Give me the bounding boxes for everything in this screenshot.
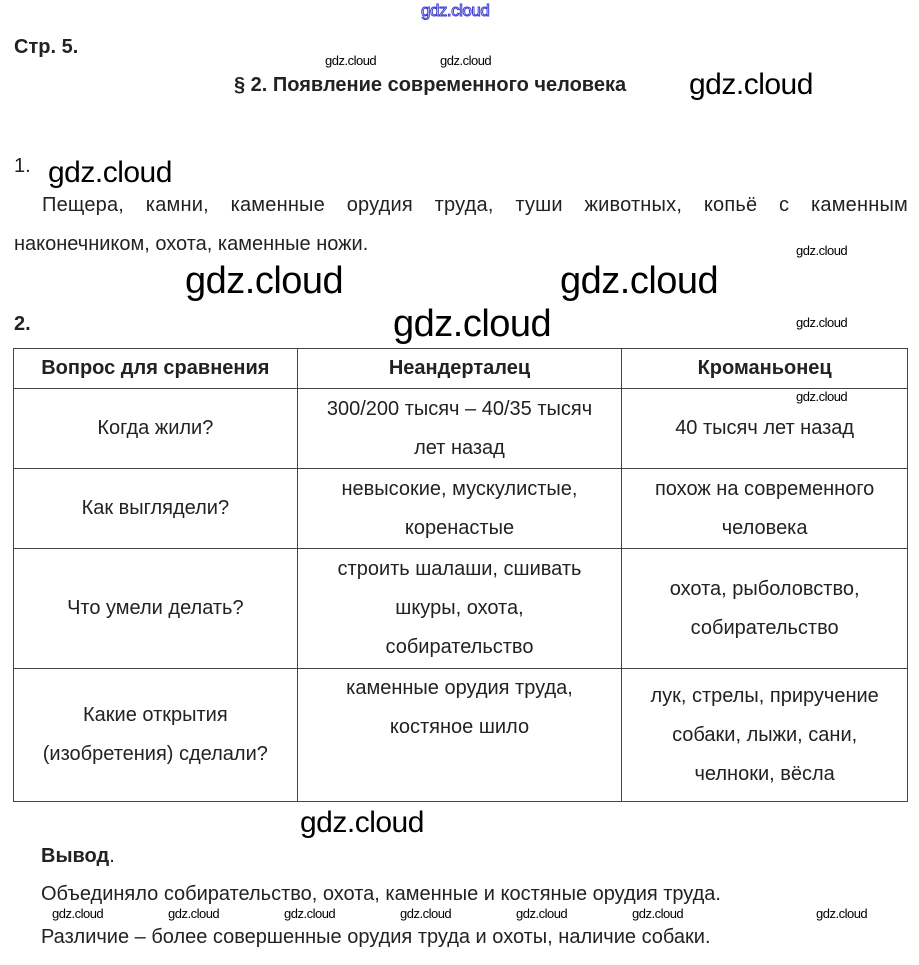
question-cell: Какие открытия (изобретения) сделали?: [14, 669, 298, 802]
watermark: gdz.cloud: [284, 906, 336, 921]
conclusion-line1: Объединяло собирательство, охота, каменные и костяные орудия труда.: [41, 883, 721, 905]
watermark: gdz.cloud: [421, 1, 490, 20]
table-row: [14, 549, 908, 669]
table-header-row: [14, 349, 908, 389]
column-header: Вопрос для сравнения: [14, 349, 298, 389]
task-1-number: 1.: [14, 155, 31, 177]
watermark: gdz.cloud: [689, 68, 813, 101]
conclusion-heading: Вывод.: [41, 845, 115, 867]
watermark: gdz.cloud: [796, 315, 848, 330]
watermark: gdz.cloud: [516, 906, 568, 921]
task-1-text-line2: наконечником, охота, каменные ножи.: [14, 233, 369, 255]
cro-magnon-cell: похож на современного человека: [622, 469, 908, 549]
column-header: Кроманьонец: [622, 349, 908, 389]
watermark: gdz.cloud: [400, 906, 452, 921]
watermark: gdz.cloud: [300, 806, 424, 839]
cro-magnon-cell: 40 тысяч лет назад: [622, 389, 908, 469]
watermark: gdz.cloud: [52, 906, 104, 921]
question-cell: Что умели делать?: [14, 549, 298, 669]
task-1-text-line1: Пещера, камни, каменные орудия труда, туши животных, копьё с каменным: [42, 194, 908, 216]
neanderthal-cell: 300/200 тысяч – 40/35 тысяч лет назад: [297, 389, 622, 469]
watermark: gdz.cloud: [796, 389, 848, 404]
watermark: gdz.cloud: [48, 156, 172, 189]
neanderthal-cell: строить шалаши, сшивать шкуры, охота, собирательство: [297, 549, 622, 669]
table-row: [14, 669, 908, 802]
watermark: gdz.cloud: [816, 906, 868, 921]
neanderthal-cell: каменные орудия труда, костяное шило: [297, 669, 622, 802]
task-2-number: 2.: [14, 313, 31, 335]
watermark: gdz.cloud: [185, 260, 344, 302]
watermark: gdz.cloud: [393, 303, 552, 345]
conclusion-line2: Различие – более совершенные орудия труда и охоты, наличие собаки.: [41, 926, 711, 948]
question-cell: Как выглядели?: [14, 469, 298, 549]
watermark: gdz.cloud: [168, 906, 220, 921]
watermark: gdz.cloud: [440, 53, 492, 68]
comparison-table: [13, 348, 908, 802]
watermark: gdz.cloud: [796, 243, 848, 258]
neanderthal-cell: невысокие, мускулистые, коренастые: [297, 469, 622, 549]
column-header: Неандерталец: [297, 349, 622, 389]
watermark: gdz.cloud: [560, 260, 719, 302]
table-row: [14, 389, 908, 469]
table-row: [14, 469, 908, 549]
cro-magnon-cell: лук, стрелы, приручение собаки, лыжи, сани, челноки, вёсла: [622, 669, 908, 802]
question-cell: Когда жили?: [14, 389, 298, 469]
watermark: gdz.cloud: [325, 53, 377, 68]
watermark: gdz.cloud: [632, 906, 684, 921]
cro-magnon-cell: охота, рыболовство, собирательство: [622, 549, 908, 669]
page-label: Стр. 5.: [14, 36, 79, 58]
page-title: § 2. Появление современного человека: [234, 74, 627, 96]
